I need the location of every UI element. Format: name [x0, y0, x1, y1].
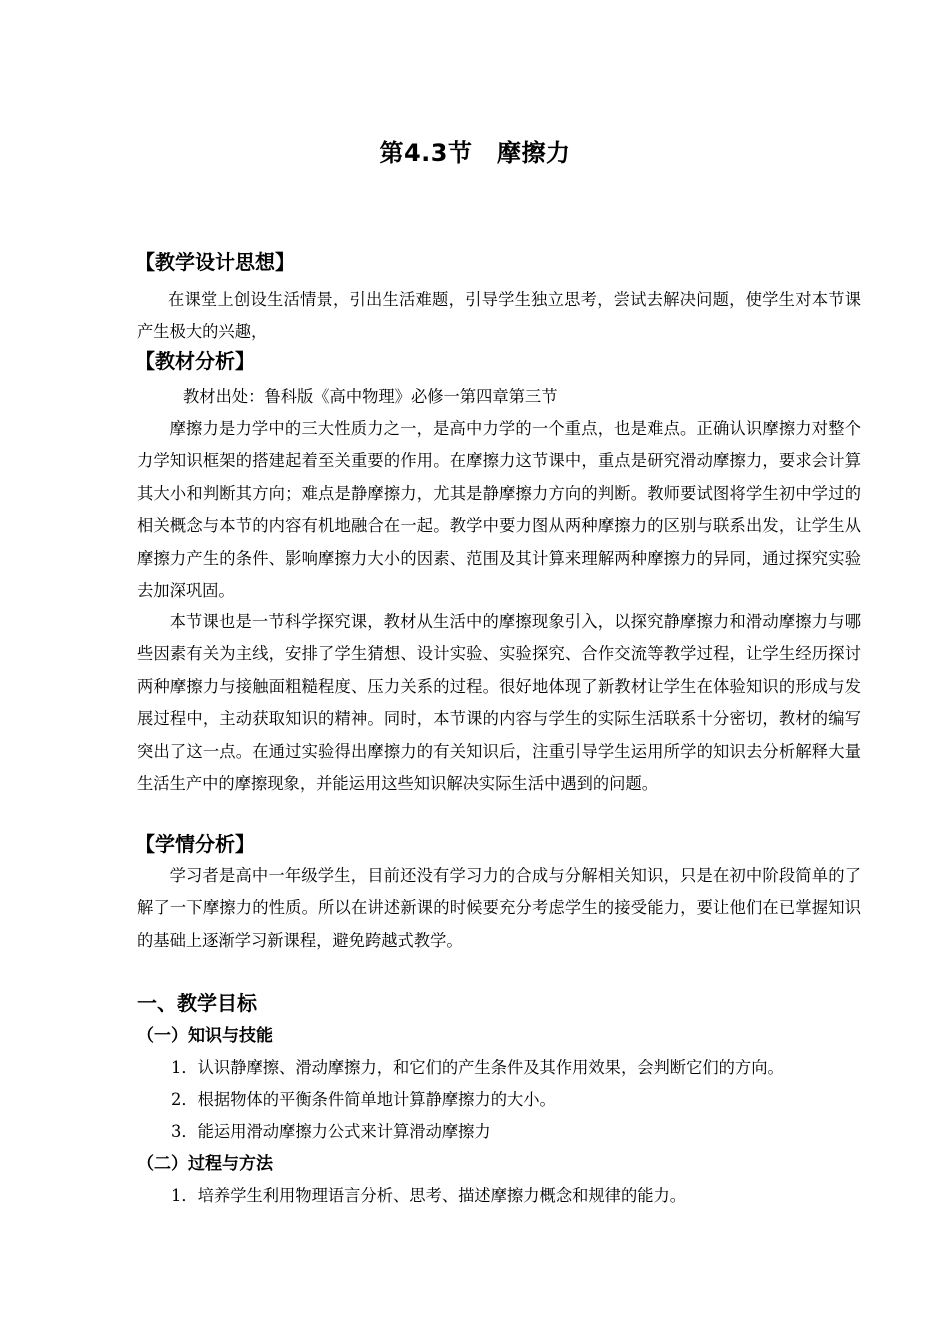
page-title: 第4.3节 摩擦力 — [379, 139, 571, 167]
subheading-knowledge: （一）知识与技能 — [137, 1026, 273, 1046]
material-source: 教材出处：鲁科版《高中物理》必修一第四章第三节 — [183, 387, 558, 406]
paragraph-material-2: 本节课也是一节科学探究课，教材从生活中的摩擦现象引入，以探究静摩擦力和滑动摩擦力与哪些因素有关为主线，安排了学生猜想、设计实验、实验探究、合作交流等教学过程，让学生经历探讨两种摩擦力与接触面粗糙程度、压力关系的过程。很好地体现了新教材让学生在体验知识的形成与发展过程中，主动获取知识的精神。同时，本节课的内容与学生的实际生活联系十分密切，教材的编写突出了这一点。在通过实验得出摩擦力的有关知识后，注重引导学生运用所学的知识去分析解释大量生活生产中的摩擦现象，并能运用这些知识解决实际生活中遇到的问题。 — [137, 612, 861, 794]
heading-student-analysis: 【学情分析】 — [135, 832, 255, 856]
paragraph-design-idea: 在课堂上创设生活情景，引出生活难题，引导学生独立思考，尝试去解决问题，使学生对本节课产生极大的兴趣， — [137, 290, 861, 342]
subheading-process: （二）过程与方法 — [137, 1154, 273, 1174]
list-item: 1．认识静摩擦、滑动摩擦力，和它们的产生条件及其作用效果，会判断它们的方向。 — [171, 1058, 784, 1077]
heading-objectives: 一、教学目标 — [137, 991, 257, 1015]
heading-material-analysis: 【教材分析】 — [135, 349, 255, 373]
paragraph-material-1: 摩擦力是力学中的三大性质力之一，是高中力学的一个重点，也是难点。正确认识摩擦力对整个力学知识框架的搭建起着至关重要的作用。在摩擦力这节课中，重点是研究滑动摩擦力，要求会计算其大小和判断其方向；难点是静摩擦力，尤其是静摩擦力方向的判断。教师要试图将学生初中学过的相关概念与本节的内容有机地融合在一起。教学中要力图从两种摩擦力的区别与联系出发，让学生从摩擦力产生的条件、影响摩擦力大小的因素、范围及其计算来理解两种摩擦力的异同，通过探究实验去加深巩固。 — [137, 419, 861, 601]
paragraph-student-analysis: 学习者是高中一年级学生，目前还没有学习力的合成与分解相关知识，只是在初中阶段简单的了解了一下摩擦力的性质。所以在讲述新课的时候要充分考虑学生的接受能力，要让他们在已掌握知识的基础上逐渐学习新课程，避免跨越式教学。 — [137, 866, 861, 950]
list-item: 1．培养学生利用物理语言分析、思考、描述摩擦力概念和规律的能力。 — [171, 1186, 687, 1205]
list-item: 3．能运用滑动摩擦力公式来计算滑动摩擦力 — [171, 1122, 491, 1141]
list-item: 2．根据物体的平衡条件简单地计算静摩擦力的大小。 — [171, 1090, 556, 1109]
heading-design-idea: 【教学设计思想】 — [135, 250, 295, 274]
